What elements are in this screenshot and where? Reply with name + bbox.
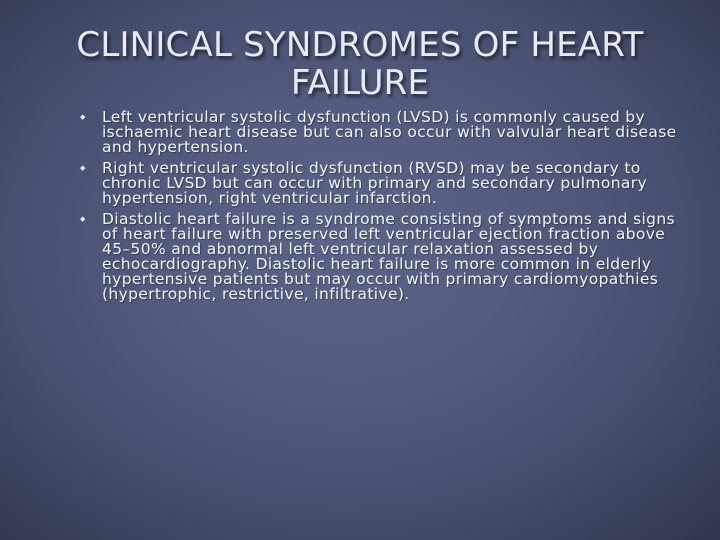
diamond-bullet-icon: ◆ (80, 113, 86, 121)
bullet-item (76, 110, 686, 155)
bullet-text: Right ventricular systolic dysfunction (RVSD) may be secondary to chronic LVSD but can occur with primary and secondary pulmonary hypertension, right ventricular infarction. (102, 159, 647, 207)
slide-title: CLINICAL SYNDROMES OF HEART FAILURE (76, 25, 644, 103)
diamond-bullet-icon: ◆ (80, 164, 86, 172)
bullet-text: Diastolic heart failure is a syndrome consisting of symptoms and signs of heart failure with preserved left ventricular ejection fraction above 45–50% and abnormal left ventricular relaxation assessed by echocardiography. Diastolic heart failure is more common in elderly hypertensive patients but may occur with primary cardiomyopathies (hypertrophic, restrictive, infiltrative). (102, 210, 675, 303)
bullet-text: Left ventricular systolic dysfunction (LVSD) is commonly caused by ischaemic heart disease but can also occur with valvular heart disease and hypertension. (102, 108, 677, 156)
diamond-bullet-icon: ◆ (80, 215, 86, 223)
bullet-list (76, 110, 686, 308)
bullet-item (76, 161, 686, 206)
bullet-item (76, 212, 686, 302)
